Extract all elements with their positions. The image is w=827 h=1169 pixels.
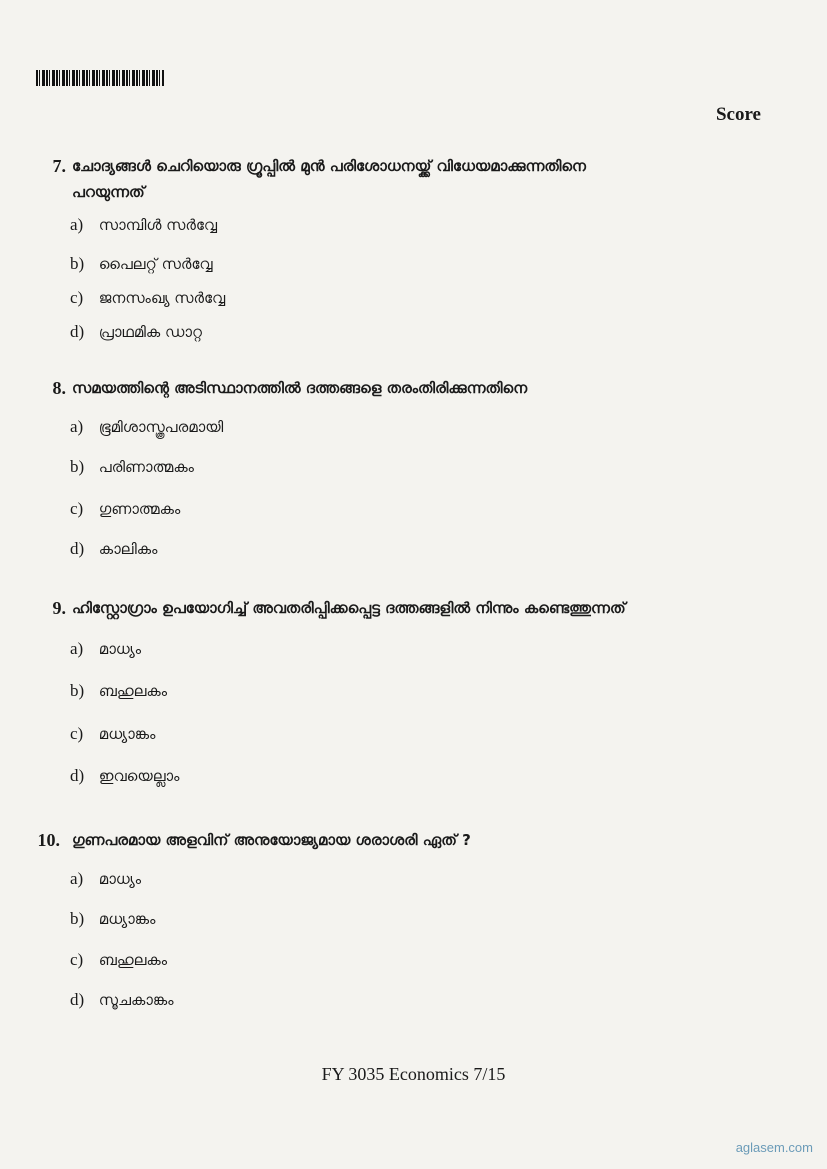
option-label: d): [70, 766, 85, 785]
question-9: [0, 596, 827, 785]
option-label: b): [70, 681, 85, 700]
option-label: a): [70, 417, 84, 436]
option-text: സാമ്പിൾ സർവ്വേ: [98, 216, 218, 234]
option-text: മാധ്യം: [98, 640, 142, 658]
question-number: 9.: [52, 598, 66, 618]
score-label: Score: [715, 104, 761, 125]
option-label: d): [70, 322, 85, 341]
option-b: [70, 253, 213, 275]
question-text-continued: പറയുന്നത്: [72, 183, 145, 201]
option-label: d): [70, 539, 85, 558]
option-label: a): [70, 639, 84, 658]
option-c: [70, 949, 167, 971]
question-10: [0, 828, 827, 1009]
option-d: [70, 989, 174, 1011]
question-8: [0, 376, 827, 558]
option-c: [70, 498, 180, 520]
option-d: [70, 538, 157, 560]
option-label: c): [70, 950, 84, 969]
option-b: [70, 680, 167, 702]
option-a: [70, 638, 141, 660]
option-text: മധ്യാങ്കം: [98, 725, 156, 743]
option-label: b): [70, 254, 85, 273]
option-label: c): [70, 499, 84, 518]
option-d: [70, 321, 202, 343]
option-label: a): [70, 869, 84, 888]
option-c: [70, 723, 155, 745]
question-text: ചോദ്യങ്ങൾ ചെറിയൊരു ഗ്രൂപ്പിൽ മുൻ പരിശോധനയ്ക്ക് വിധേയമാക്കുന്നതിനെ: [72, 157, 586, 175]
option-text: ഗുണാത്മകം: [98, 500, 181, 518]
option-text: മധ്യാങ്കം: [98, 910, 156, 928]
option-b: [70, 456, 194, 478]
option-text: പരിണാത്മകം: [98, 458, 194, 476]
question-text: ഹിസ്റ്റോഗ്രാം ഉപയോഗിച്ച് അവതരിപ്പിക്കപ്പെട്ട ദത്തങ്ങളിൽ നിന്നും കണ്ടെത്തുന്നത്: [72, 599, 626, 617]
option-c: [70, 287, 225, 309]
question-number: 10.: [37, 830, 60, 850]
watermark: aglasem.com: [735, 1140, 813, 1155]
option-text: മാധ്യം: [98, 870, 142, 888]
option-label: c): [70, 724, 84, 743]
question-text: ഗുണപരമായ അളവിന് അനുയോജ്യമായ ശരാശരി ഏത് ?: [72, 831, 471, 849]
option-d: [70, 765, 179, 787]
option-text: പൈലറ്റ് സർവ്വേ: [98, 255, 213, 273]
option-text: ബഹുലകം: [98, 682, 168, 700]
option-text: പ്രാഥമിക ഡാറ്റ: [98, 323, 202, 341]
option-a: [70, 214, 217, 236]
question-text: സമയത്തിന്റെ അടിസ്ഥാനത്തിൽ ദത്തങ്ങളെ തരംതിരിക്കുന്നതിനെ: [72, 379, 528, 397]
option-a: [70, 868, 141, 890]
option-label: d): [70, 990, 85, 1009]
option-text: ബഹുലകം: [98, 951, 168, 969]
option-b: [70, 908, 155, 930]
option-text: ഇവയെല്ലാം: [98, 767, 180, 785]
page-footer: FY 3035 Economics 7/15: [321, 1064, 506, 1084]
option-label: c): [70, 288, 84, 307]
option-text: ഭൂമിശാസ്ത്രപരമായി: [98, 418, 224, 436]
option-text: കാലികം: [98, 540, 158, 558]
barcode-icon: [36, 70, 164, 86]
question-number: 8.: [52, 378, 66, 398]
question-7: [0, 154, 827, 341]
option-text: സൂചകാങ്കം: [98, 991, 174, 1009]
option-label: b): [70, 909, 85, 928]
option-label: b): [70, 457, 85, 476]
question-number: 7.: [52, 156, 66, 176]
option-label: a): [70, 215, 84, 234]
option-a: [70, 416, 223, 438]
option-text: ജനസംഖ്യ സർവ്വേ: [98, 289, 226, 307]
